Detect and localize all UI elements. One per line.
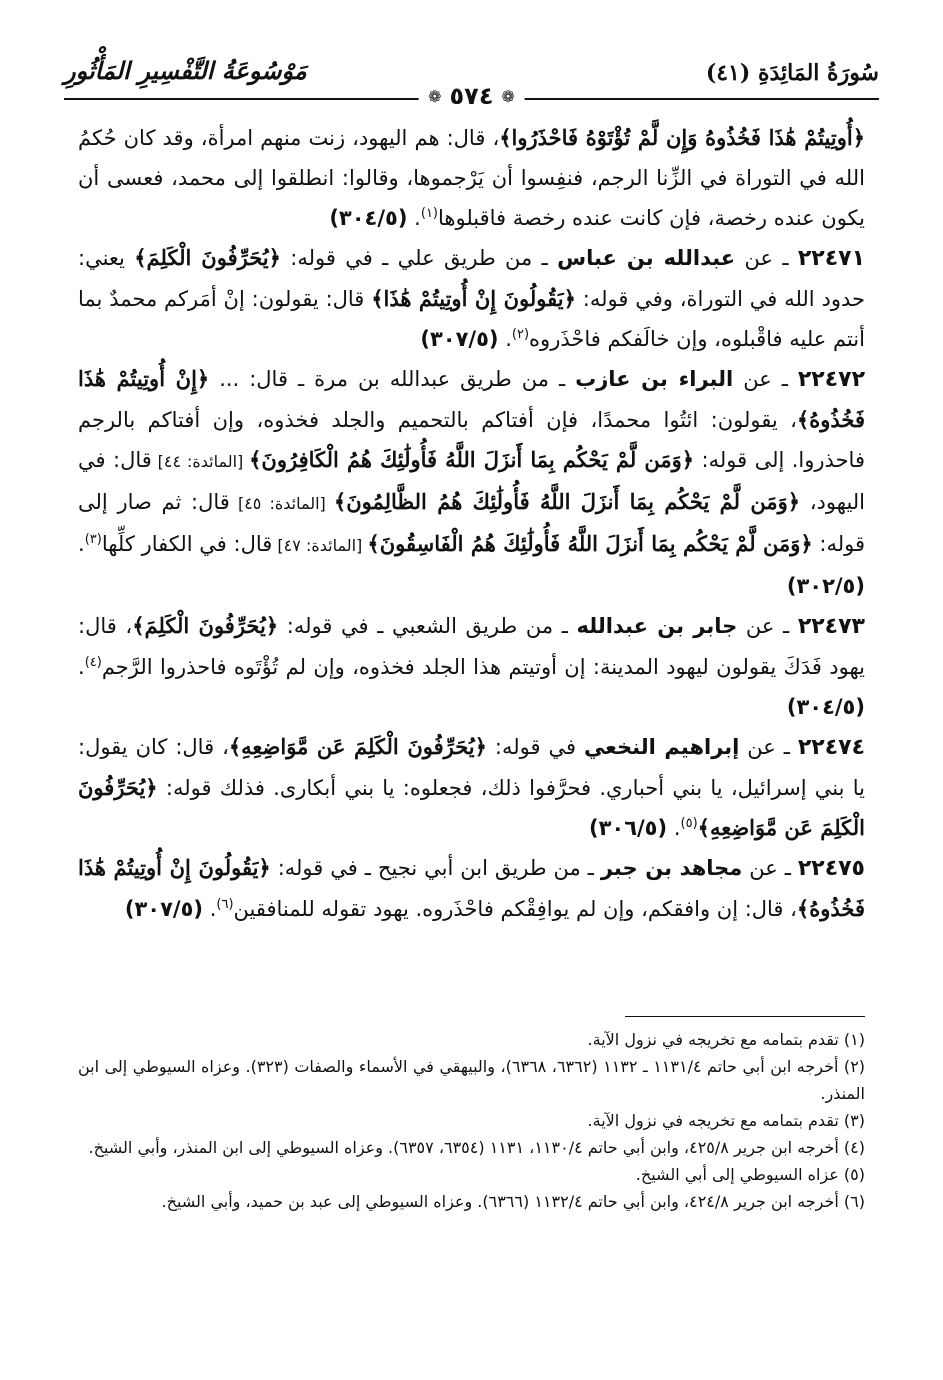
footnotes: [78, 1026, 865, 1215]
quran-quote: ﴿يَقُولُونَ إِنْ أُوتِيتُمْ هَٰذَا فَخُذُوهُ﴾: [78, 855, 865, 921]
footnote-separator: [625, 1016, 865, 1017]
entry-paragraph: [78, 238, 865, 359]
footnote-marker: (٤): [84, 655, 102, 670]
paragraph-text: ، قال: هم اليهود، زنت منهم امرأة، وقد كان حُكمُ الله في التوراة في الزِّنا الرجم، فنفِسوا أن يَرْجموها، وقالوا: انطلقوا إلى محمد، فعسى أن يكون عنده رخصة، فإن كانت عنده رخصة فاقبلوها: [78, 126, 865, 230]
entry-lead: ـ عن: [737, 614, 798, 638]
entry-text: قال: ثم صار إلى قوله:: [78, 490, 866, 556]
encyclopedia-title: مَوْسُوعَةُ التَّفْسِيرِ المَأْثُورِ: [64, 56, 307, 85]
verse-citation: [المائدة: ٤٤]: [151, 452, 250, 471]
paragraph-end: .: [414, 206, 421, 230]
entry-text: قال: يقولون: إنْ أمَركم محمدٌ بما أنتم عليه فاقْبلوه، وإن خالَفكم فاحْذَروه: [78, 287, 865, 351]
quran-quote: ﴿يُحَرِّفُونَ الْكَلِمَ عَن مَّوَاضِعِهِ﴾: [78, 775, 865, 840]
entry-paragraph: [78, 727, 865, 848]
entry-text: قال: في اليهود،: [78, 448, 866, 514]
entry-text: في قوله:: [486, 735, 584, 759]
quran-quote: ﴿إِنْ أُوتِيتُمْ هَٰذَا فَخُذُوهُ﴾: [78, 366, 865, 432]
paragraph-end: .: [673, 816, 681, 840]
quran-quote: ﴿وَمَن لَّمْ يَحْكُم بِمَا أَنزَلَ اللَّهُ فَأُولَٰئِكَ هُمُ الْفَاسِقُونَ﴾: [367, 531, 813, 556]
footnote: (٤) أخرجه ابن جرير ٤٢٥/٨، وابن أبي حاتم ١١٣٠/٤، ١١٣١ (٦٣٥٤، ٦٣٥٧). وعزاه السيوطي إلى ابن المنذر، وأبي الشيخ.: [88, 1138, 865, 1157]
footnote-marker: (٣): [84, 532, 102, 547]
entry-number: ٢٢٤٧١: [797, 246, 866, 271]
footnote: (٢) أخرجه ابن أبي حاتم ١١٣١/٤ ـ ١١٣٢ (٦٣٦٢، ٦٣٦٨)، والبيهقي في الأسماء والصفات (٣٢٣). وعزاه السيوطي إلى ابن المنذر.: [78, 1057, 866, 1103]
narrator-name: جابر بن عبدالله: [576, 614, 738, 638]
cross-reference: (٣٠٦/٥): [588, 816, 668, 840]
paragraph-end: .: [78, 655, 85, 679]
entry-lead: ـ عن: [742, 856, 798, 880]
verse-citation: [المائدة: ٤٥]: [229, 494, 334, 513]
narrator-name: البراء بن عازب: [575, 367, 734, 391]
entry-text: ، قال: إن وافقكم، وإن لم يوافِقْكم فاحْذَروه. يهود تقوله للمنافقين: [233, 897, 797, 921]
entry-text: ـ من طريق الشعبي ـ في قوله:: [278, 614, 577, 638]
entry-text: ـ من طريق علي ـ في قوله:: [280, 246, 558, 270]
narrator-name: عبدالله بن عباس: [557, 246, 736, 270]
entry-number: ٢٢٤٧٢: [797, 367, 865, 392]
footnote: (٦) أخرجه ابن جرير ٤٢٤/٨، وابن أبي حاتم ١١٣٢/٤ (٦٣٦٦). وعزاه السيوطي إلى عبد بن حميد، وأبي الشيخ.: [161, 1192, 865, 1211]
quran-quote: ﴿يُحَرِّفُونَ الْكَلِمَ﴾: [132, 613, 279, 638]
cross-reference: (٣٠٤/٥): [786, 695, 865, 719]
entry-text: ، قال: كان يقول: يا بني إسرائيل، يا بني أحباري. فحرَّفوا ذلك، فجعلوه: يا بني أبكارى. فذلك قوله:: [78, 735, 865, 800]
quran-quote: ﴿يُحَرِّفُونَ الْكَلِمَ﴾: [134, 245, 281, 270]
quran-quote: ﴿يُحَرِّفُونَ الْكَلِمَ عَن مَّوَاضِعِهِ﴾: [228, 734, 487, 759]
quran-quote: ﴿وَمَن لَّمْ يَحْكُم بِمَا أَنزَلَ اللَّهُ فَأُولَٰئِكَ هُمُ الظَّالِمُونَ﴾: [333, 489, 801, 514]
footnote: (١) تقدم بتمامه مع تخريجه في نزول الآية.: [587, 1030, 865, 1049]
main-text: [78, 118, 865, 929]
page-number: ٥٧٤: [449, 82, 494, 110]
entry-paragraph: [78, 359, 865, 606]
footnote-marker: (٥): [680, 816, 698, 831]
entry-text: ـ من طريق ابن أبي نجيح ـ في قوله:: [270, 856, 601, 880]
verse-citation: [المائدة: ٤٧]: [272, 536, 368, 555]
ornament-icon: ❁: [428, 86, 442, 106]
entry-text: قال: في الكفار كلِّها: [101, 532, 273, 556]
footnote-marker: (٢): [511, 327, 530, 342]
footnote: (٥) عزاه السيوطي إلى أبي الشيخ.: [635, 1165, 865, 1184]
footnote: (٣) تقدم بتمامه مع تخريجه في نزول الآية.: [587, 1111, 865, 1130]
quran-quote: ﴿أُوتِيتُمْ هَٰذَا فَخُذُوهُ وَإِن لَّمْ تُؤْتَوْهُ فَاحْذَرُوا﴾: [499, 125, 865, 150]
footnote-marker: (٦): [216, 897, 234, 912]
footnote-marker: (١): [420, 206, 438, 221]
entry-number: ٢٢٤٧٣: [797, 614, 865, 639]
quran-quote: ﴿وَمَن لَّمْ يَحْكُم بِمَا أَنزَلَ اللَّهُ فَأُولَٰئِكَ هُمُ الْكَافِرُونَ﴾: [249, 447, 695, 472]
cross-reference: (٣٠٢/٥): [786, 574, 865, 598]
cross-reference: (٣٠٧/٥): [124, 897, 204, 921]
entry-number: ٢٢٤٧٥: [797, 856, 865, 881]
entry-number: ٢٢٤٧٤: [797, 735, 865, 760]
entry-text: يعني: حدود الله في التوراة، وفي قوله:: [78, 246, 865, 311]
entry-paragraph: [78, 848, 865, 929]
surah-title: سُورَةُ المَائِدَةِ (٤١): [705, 60, 879, 86]
cross-reference: (٣٠٧/٥): [420, 327, 499, 351]
entry-text: ـ من طريق عبدالله بن مرة ـ قال: ...: [209, 367, 576, 391]
entry-paragraph: [78, 606, 865, 727]
cross-reference: (٣٠٤/٥): [329, 206, 408, 230]
quran-quote: ﴿يَقُولُونَ إِنْ أُوتِيتُمْ هَٰذَا﴾: [371, 286, 576, 311]
entry-text: ، قال: يهود فَدَكَ يقولون ليهود المدينة: إن أوتيتم هذا الجلد فخذوه، وإن لم تُؤْتَوه فاحذروا الرَّجم: [78, 614, 865, 679]
paragraph-end: .: [209, 897, 217, 921]
narrator-name: إبراهيم النخعي: [583, 735, 740, 759]
paragraph-end: .: [505, 327, 512, 351]
page-number-box: [418, 82, 525, 110]
narrator-name: مجاهد بن جبر: [600, 856, 743, 880]
entry-lead: ـ عن: [735, 246, 798, 270]
intro-paragraph: [78, 118, 865, 238]
entry-lead: ـ عن: [733, 367, 798, 391]
running-header: [64, 52, 879, 110]
paragraph-end: .: [78, 532, 85, 556]
ornament-icon: ❁: [501, 86, 515, 106]
entry-lead: ـ عن: [739, 735, 798, 759]
entry-text: ، يقولون: ائتُوا محمدًا، فإن أفتاكم بالتحميم والجلد فخذوه، وإن أفتاكم بالرجم فاحذروا. إلى قوله:: [78, 408, 865, 472]
